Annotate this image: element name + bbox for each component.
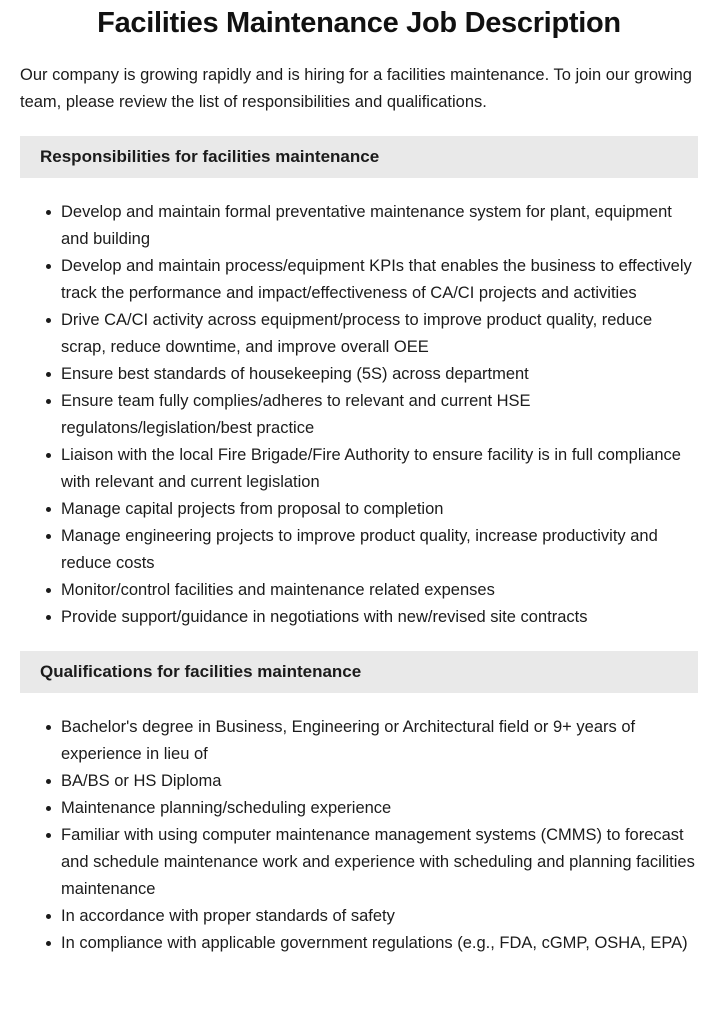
list-item: Manage capital projects from proposal to completion [20, 496, 698, 523]
bullet-list [20, 714, 698, 957]
list-item: Ensure best standards of housekeeping (5S) across department [20, 361, 698, 388]
sections-container [20, 136, 698, 957]
list-item: Drive CA/CI activity across equipment/process to improve product quality, reduce scrap, reduce downtime, and improve overall OEE [20, 307, 698, 361]
intro-paragraph: Our company is growing rapidly and is hiring for a facilities maintenance. To join our growing team, please review the list of responsibilities and qualifications. [20, 66, 692, 111]
list-item: In accordance with proper standards of safety [20, 903, 698, 930]
list-item: Bachelor's degree in Business, Engineering or Architectural field or 9+ years of experience in lieu of [20, 714, 698, 768]
list-item: In compliance with applicable government regulations (e.g., FDA, cGMP, OSHA, EPA) [20, 930, 698, 957]
list-item: Familiar with using computer maintenance management systems (CMMS) to forecast and schedule maintenance work and experience with scheduling and planning facilities maintenance [20, 822, 698, 903]
list-item: Develop and maintain formal preventative maintenance system for plant, equipment and building [20, 199, 698, 253]
list-item: Ensure team fully complies/adheres to relevant and current HSE regulatons/legislation/best practice [20, 388, 698, 442]
list-item: Manage engineering projects to improve product quality, increase productivity and reduce costs [20, 523, 698, 577]
section-heading: Qualifications for facilities maintenance [20, 651, 698, 693]
section-heading: Responsibilities for facilities maintenance [20, 136, 698, 178]
list-item: BA/BS or HS Diploma [20, 768, 698, 795]
list-item: Develop and maintain process/equipment KPIs that enables the business to effectively track the performance and impact/effectiveness of CA/CI projects and activities [20, 253, 698, 307]
list-item: Maintenance planning/scheduling experience [20, 795, 698, 822]
list-item: Monitor/control facilities and maintenance related expenses [20, 577, 698, 604]
list-item: Liaison with the local Fire Brigade/Fire Authority to ensure facility is in full compliance with relevant and current legislation [20, 442, 698, 496]
list-item: Provide support/guidance in negotiations with new/revised site contracts [20, 604, 698, 631]
bullet-list [20, 199, 698, 631]
page-title: Facilities Maintenance Job Description [97, 7, 621, 39]
